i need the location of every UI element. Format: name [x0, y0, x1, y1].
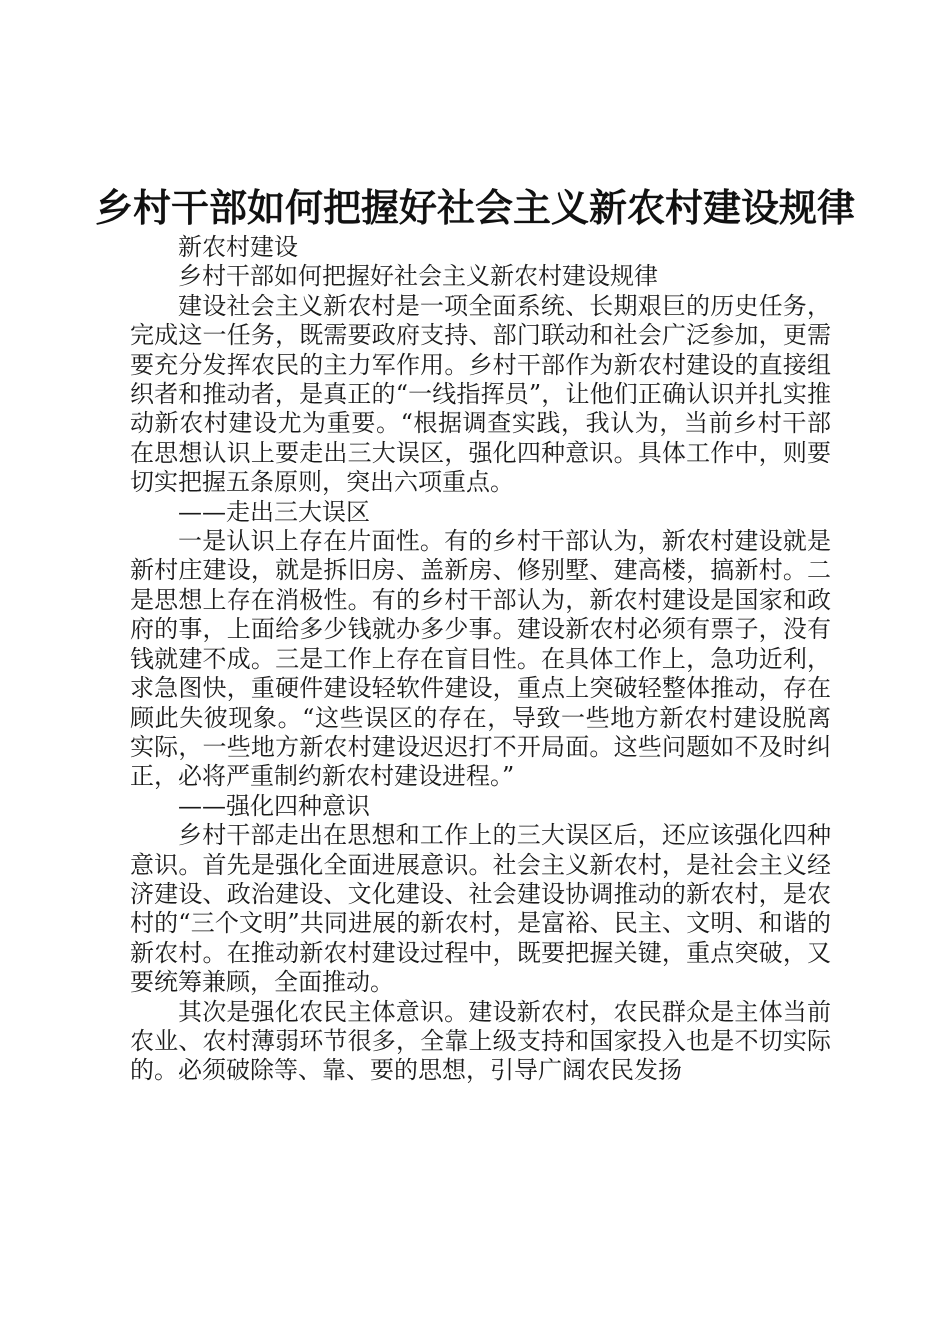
section-heading-misconceptions: ——走出三大误区: [178, 497, 370, 526]
paragraph-farmer-subject: 其次是强化农民主体意识。建设新农村，农民群众是主体当前农业、农村薄弱环节很多，全靠上级支持和国家投入也是不切实际的。必须破除等、靠、要的思想，引导广阔农民发扬: [130, 997, 831, 1085]
paragraph-intro: 建设社会主义新农村是一项全面系统、长期艰巨的历史任务，完成这一任务，既需要政府支持、部门联动和社会广泛参加，更需要充分发挥农民的主力军作用。乡村干部作为新农村建设的直接组织者和推动者，是真正的“一线指挥员”，让他们正确认识并扎实推动新农村建设尤为重要。“根据调查实践，我认为，当前乡村干部在思想认识上要走出三大误区，强化四种意识。具体工作中，则要切实把握五条原则，突出六项重点。: [130, 291, 831, 497]
section-heading-awareness: ——强化四种意识: [178, 791, 370, 820]
paragraph-awareness: 乡村干部走出在思想和工作上的三大误区后，还应该强化四种意识。首先是强化全面进展意识。社会主义新农村，是社会主义经济建设、政治建设、文化建设、社会建设协调推动的新农村，是农村的“三个文明”共同进展的新农村，是富裕、民主、文明、和谐的新农村。在推动新农村建设过程中，既要把握关键，重点突破，又要统筹兼顾，全面推动。: [130, 821, 831, 997]
subtitle-category: 新农村建设: [178, 233, 298, 261]
paragraph-misconceptions: 一是认识上存在片面性。有的乡村干部认为，新农村建设就是新村庄建设，就是拆旧房、盖新房、修别墅、建高楼，搞新村。二是思想上存在消极性。有的乡村干部认为，新农村建设是国家和政府的事，上面给多少钱就办多少事。建设新农村必须有票子，没有钱就建不成。三是工作上存在盲目性。在具体工作上，急功近利，求急图快，重硬件建设轻软件建设，重点上突破轻整体推动，存在顾此失彼现象。“这些误区的存在，导致一些地方新农村建设脱离实际，一些地方新农村建设迟迟打不开局面。这些问题如不及时纠正，必将严重制约新农村建设进程。”: [130, 527, 831, 791]
subtitle-article: 乡村干部如何把握好社会主义新农村建设规律: [178, 262, 658, 291]
document-body: [130, 233, 831, 1086]
document-title: 乡村干部如何把握好社会主义新农村建设规律: [94, 185, 855, 230]
